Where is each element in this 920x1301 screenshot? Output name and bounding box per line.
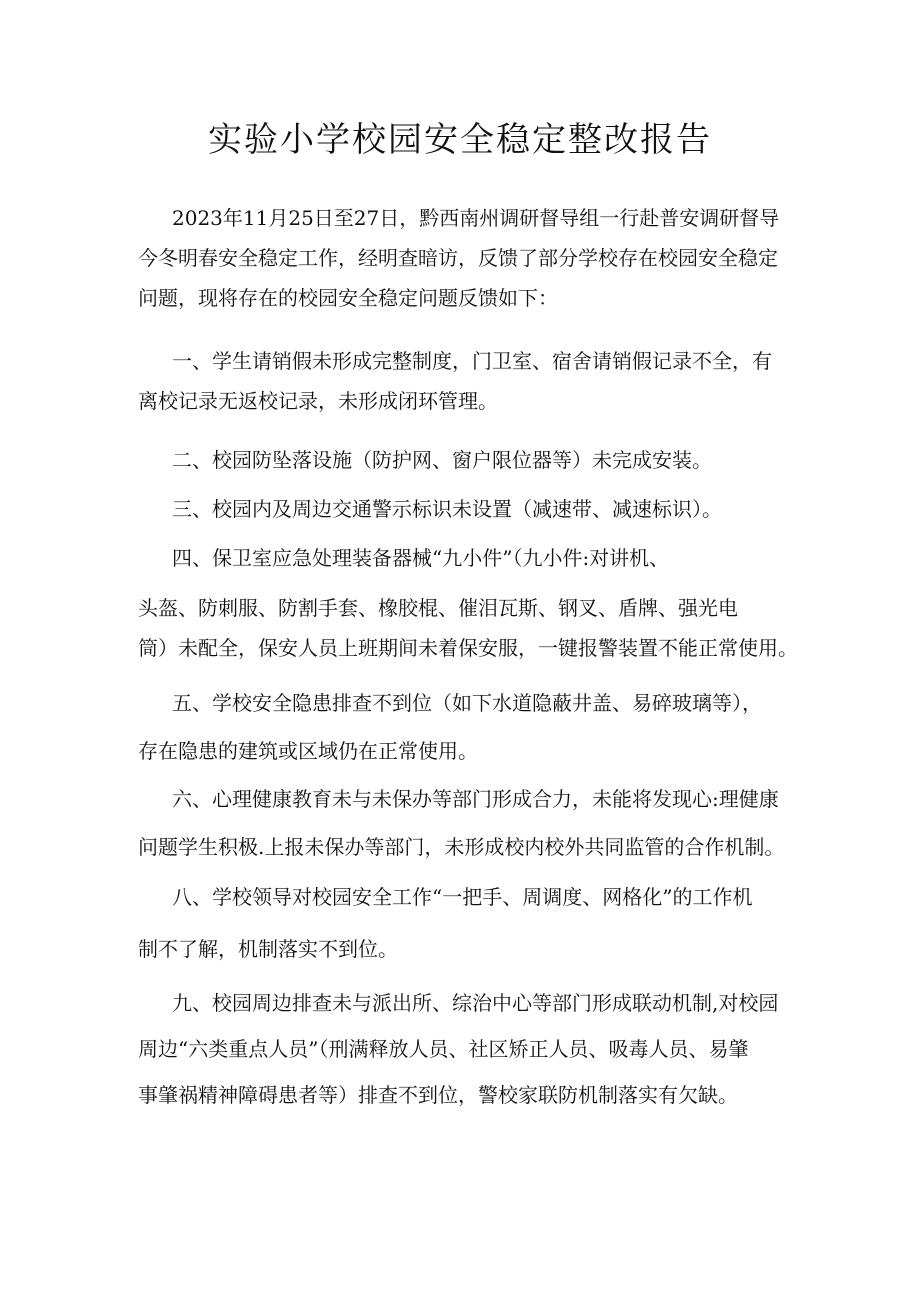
paragraph-line: 九、校园周边排查未与派出所、综治中心等部门形成联动机制,对校园 [172, 991, 779, 1015]
paragraph-line: 五、学校安全隐患排查不到位（如下水道隐蔽井盖、易碎玻璃等）， [172, 691, 762, 715]
paragraph-line: 事肇祸精神障碍患者等）排查不到位，警校家联防机制落实有欠缺。 [138, 1083, 738, 1107]
paragraph-line: 2023年11月25日至27日，黔西南州调研督导组一行赴普安调研督导 [172, 206, 780, 230]
paragraph-line: 四、保卫室应急处理装备器械“九小件”（九小件:对讲机、 [172, 546, 670, 570]
paragraph-line: 问题学生积极.上报未保办等部门，未形成校内校外共同监管的合作机制。 [138, 835, 785, 859]
paragraph-line: 存在隐患的建筑或区域仍在正常使用。 [138, 739, 478, 763]
paragraph-line: 离校记录无返校记录，未形成闭环管理。 [138, 389, 498, 413]
paragraph-item-5 [138, 683, 788, 771]
paragraph-line: 周边“六类重点人员”（刑满释放人员、社区矫正人员、吸毒人员、易肇 [138, 1037, 749, 1061]
paragraph-item-6 [138, 779, 788, 867]
paragraph-line: 今冬明春安全稳定工作，经明查暗访，反馈了部分学校存在校园安全稳定 [138, 246, 778, 270]
paragraph-intro [138, 198, 788, 318]
paragraph-line: 三、校园内及周边交通警示标识未设置（减速带、减速标识）。 [172, 497, 722, 521]
paragraph-line: 一、学生请销假未形成完整制度，门卫室、宿舍请销假记录不全，有 [172, 349, 772, 373]
paragraph-item-1 [138, 341, 788, 421]
paragraph-item-9 [138, 983, 788, 1115]
paragraph-line: 六、心理健康教育未与未保办等部门形成合力，未能将发现心:理健康 [172, 787, 779, 811]
paragraph-line: 筒）未配全，保安人员上班期间未着保安服，一键报警装置不能正常使用。 [138, 636, 798, 660]
paragraph-item-2 [138, 440, 788, 480]
document-title: 实验小学校园安全稳定整改报告 [208, 120, 712, 160]
paragraph-line: 八、学校领导对校园安全工作“一把手、周调度、网格化”的工作机 [172, 885, 753, 909]
paragraph-line: 头盔、防刺服、防割手套、橡胶棍、催泪瓦斯、钢叉、盾牌、强光电 [138, 596, 738, 620]
paragraph-line: 制不了解，机制落实不到位。 [138, 937, 398, 961]
paragraph-item-4 [138, 538, 798, 668]
paragraph-line: 二、校园防坠落设施（防护网、窗户限位器等）未完成安装。 [172, 448, 712, 472]
paragraph-item-3 [138, 489, 788, 529]
paragraph-item-8 [138, 877, 788, 969]
paragraph-line: 问题，现将存在的校园安全稳定问题反馈如下： [138, 286, 558, 310]
